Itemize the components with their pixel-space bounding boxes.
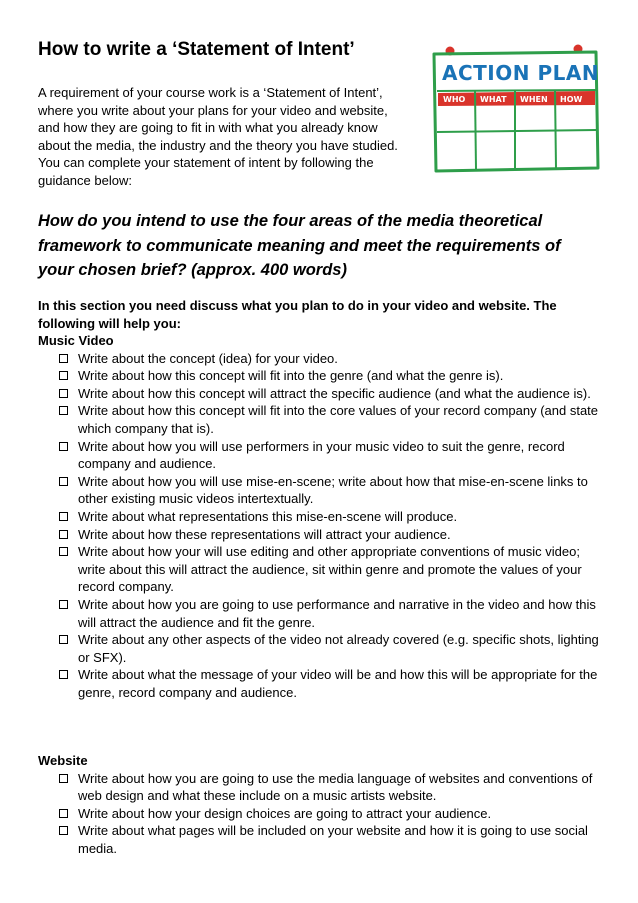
website-checklist xyxy=(38,770,603,858)
checklist-item-text: Write about how your design choices are going to attract your audience. xyxy=(78,805,492,821)
column-label: WHEN xyxy=(520,95,548,104)
column-label: WHAT xyxy=(480,95,507,104)
checklist-item-text: Write about what representations this mise-en-scene will produce. xyxy=(78,508,458,524)
section-lead: In this section you need discuss what you plan to do in your video and website. The following will help you: xyxy=(38,298,557,331)
checklist-item-text: Write about the concept (idea) for your video. xyxy=(78,350,338,366)
checkbox[interactable] xyxy=(59,826,68,835)
checklist-item-text: Write about how this concept will fit into the genre (and what the genre is). xyxy=(78,368,504,384)
checklist-item xyxy=(38,385,603,403)
checkbox[interactable] xyxy=(59,635,68,644)
checkbox[interactable] xyxy=(59,477,68,486)
checklist-item xyxy=(38,631,603,666)
checklist-item-text: Write about how you will use performers in your music video to suit the genre, record company and audience. xyxy=(78,438,565,472)
checkbox[interactable] xyxy=(59,442,68,451)
checklist-item xyxy=(38,770,603,805)
column-label: WHO xyxy=(443,95,466,104)
checkbox[interactable] xyxy=(59,530,68,539)
intro-paragraph: A requirement of your course work is a ‘Statement of Intent’, where you write about your plans for your video and website, and how they are going to fit in with what you already know about the media, the industry and the theory you have studied. You can complete your statement of intent by following the guidance below: xyxy=(38,85,398,188)
checklist-item-text: Write about what the message of your video will be and how this will be appropriate for the genre, record company and audience. xyxy=(78,667,598,700)
checklist-item xyxy=(38,822,603,857)
checklist-item xyxy=(38,543,603,596)
checklist-item xyxy=(38,508,603,526)
checklist-item-text: Write about how you are going to use the media language of websites and conventions of web design and what these include on a music artists website. xyxy=(78,770,593,804)
checklist-item-text: Write about what pages will be included on your website and how it is going to use social media. xyxy=(78,823,588,856)
checklist-item-text: Write about how you will use mise-en-scene; write about how that mise-en-scene links to other existing music videos intertextually. xyxy=(78,473,588,507)
website-section xyxy=(38,752,603,858)
checkbox[interactable] xyxy=(59,600,68,609)
checkbox[interactable] xyxy=(59,406,68,415)
checklist-item-text: Write about how this concept will fit into the core values of your record company (and state which company that is). xyxy=(78,403,599,436)
music-video-checklist xyxy=(38,350,603,702)
checklist-item xyxy=(38,438,603,473)
checkbox[interactable] xyxy=(59,547,68,556)
action-plan-board xyxy=(428,44,603,176)
checklist-item-text: Write about how your will use editing and other appropriate conventions of music video; write about this will attract the audience, sit within genre and promote the values of your record company. xyxy=(78,544,582,595)
checklist-item xyxy=(38,666,603,701)
question-heading: How do you intend to use the four areas of the media theoretical framework to communicate meaning and meet the requirements of your chosen brief? (approx. 400 words) xyxy=(38,212,561,279)
checklist-item xyxy=(38,596,603,631)
checklist-item xyxy=(38,805,603,823)
column-label: HOW xyxy=(560,95,583,104)
checkbox[interactable] xyxy=(59,809,68,818)
music-video-heading: Music Video xyxy=(38,333,114,348)
page-title: How to write a ‘Statement of Intent’ xyxy=(38,39,355,60)
checkbox[interactable] xyxy=(59,354,68,363)
checklist-item xyxy=(38,526,603,544)
checklist-item-text: Write about how you are going to use performance and narrative in the video and how this will attract the audience and fit the genre. xyxy=(78,596,596,630)
checklist-item xyxy=(38,473,603,508)
action-plan-illustration xyxy=(428,44,603,176)
checkbox[interactable] xyxy=(59,389,68,398)
checklist-item xyxy=(38,367,603,385)
checklist-item-text: Write about how this concept will attract the specific audience (and what the audience is). xyxy=(78,385,591,401)
music-video-section xyxy=(38,332,603,701)
checkbox[interactable] xyxy=(59,774,68,783)
checklist-item-text: Write about any other aspects of the video not already covered (e.g. specific shots, lighting or SFX). xyxy=(78,632,599,665)
checklist-item xyxy=(38,402,603,437)
action-plan-title: ACTION PLAN xyxy=(442,61,600,85)
checkbox[interactable] xyxy=(59,512,68,521)
checkbox[interactable] xyxy=(59,371,68,380)
website-heading: Website xyxy=(38,753,88,768)
checkbox[interactable] xyxy=(59,670,68,679)
checklist-item xyxy=(38,350,603,368)
checklist-item-text: Write about how these representations will attract your audience. xyxy=(78,526,451,542)
